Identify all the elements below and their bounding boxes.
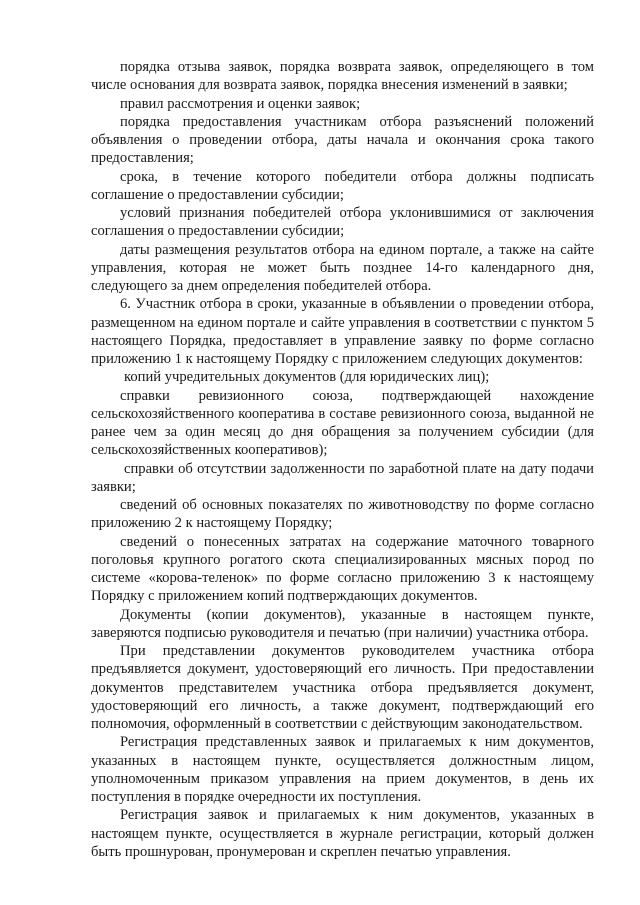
paragraph: даты размещения результатов отбора на едином портале, а также на сайте управления, которая не может быть позднее 14-го календарного дня, следующего за днем определения победителей отбора. [91,241,594,294]
paragraph: справки ревизионного союза, подтверждающей нахождение сельскохозяйственного кооператива в составе ревизионного союза, выданной не ранее чем за один месяц до дня обращения за получением субсидии (для сельскохозяйственных кооперативов); [91,387,594,459]
paragraph: справки об отсутствии задолженности по заработной плате на дату подачи заявки; [91,460,594,495]
paragraph: сведений о понесенных затратах на содержание маточного товарного поголовья крупного рогатого скота специализированных мясных пород по системе «корова-теленок» по форме согласно приложению 3 к настоящему Порядку с приложением копий подтверждающих документов. [91,533,594,605]
paragraph: сведений об основных показателях по животноводству по форме согласно приложению 2 к настоящему Порядку; [91,497,594,532]
paragraph: правил рассмотрения и оценки заявок; [120,95,361,112]
paragraph: Регистрация представленных заявок и прилагаемых к ним документов, указанных в настоящем пункте, осуществляется должностным лицом, уполномоченным приказом управления на прием документов, в день их поступления в порядке очередности их поступления. [91,734,594,805]
paragraph: При представлении документов руководителем участника отбора предъявляется документ, удостоверяющий его личность. При предоставлении документов представителем участника отбора предъявляется документ, удостоверяющий его личность, а также документ, подтверждающий его полномочия, оформленный в соответствии с действующим законодательством. [91,643,594,732]
paragraph: копий учредительных документов (для юридических лиц); [124,369,490,386]
paragraph: Документы (копии документов), указанные в настоящем пункте, заверяются подписью руководителя и печатью (при наличии) участника отбора. [91,606,594,641]
paragraph: условий признания победителей отбора уклонившимися от заключения соглашения о предоставлении субсидии; [91,205,594,240]
paragraph: порядка предоставления участникам отбора разъяснений положений объявления о проведении отбора, даты начала и окончания срока такого предоставления; [91,113,594,167]
paragraph: 6. Участник отбора в сроки, указанные в объявлении о проведении отбора, размещенном на едином портале и сайте управления в соответствии с пунктом 5 настоящего Порядка, предоставляет в управление заявку по форме согласно приложению 1 к настоящему Порядку с приложением следующих документов: [91,296,594,367]
paragraph: Регистрация заявок и прилагаемых к ним документов, указанных в настоящем пункте, осуществляется в журнале регистрации, который должен быть прошнурован, пронумерован и скреплен печатью управления. [91,807,594,860]
paragraph: срока, в течение которого победители отбора должны подписать соглашение о предоставлении субсидии; [91,168,594,203]
document-body [91,58,594,861]
paragraph: порядка отзыва заявок, порядка возврата заявок, определяющего в том числе основания для возврата заявок, порядка внесения изменений в заявки; [91,59,594,94]
